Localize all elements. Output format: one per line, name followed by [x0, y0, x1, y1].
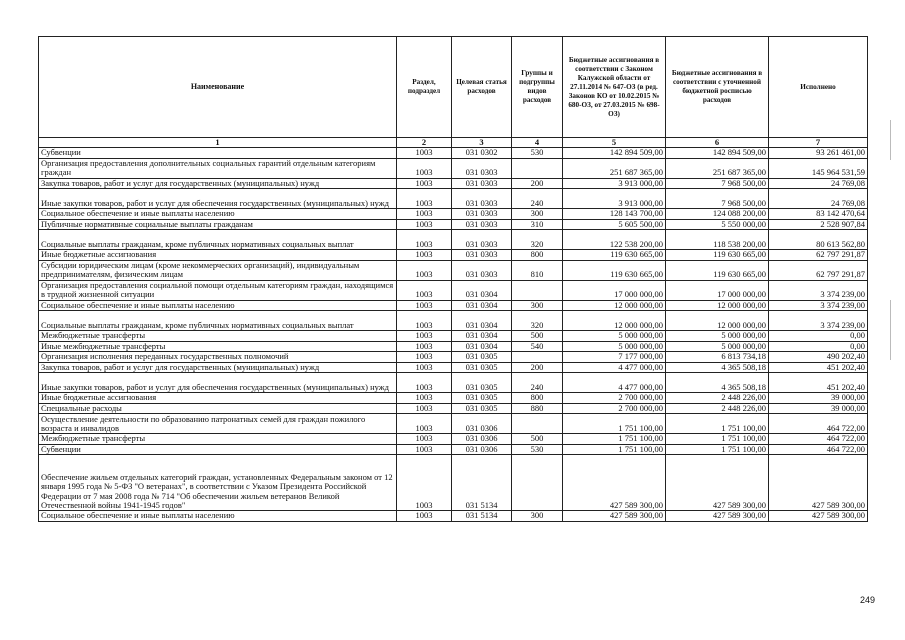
row-executed-amount: 451 202,40 [769, 362, 868, 373]
row-section: 1003 [397, 393, 452, 404]
row-name: Социальные выплаты гражданам, кроме публичных нормативных социальных выплат [39, 311, 397, 331]
header-row [39, 37, 868, 138]
row-group: 500 [512, 331, 563, 342]
row-name: Организация исполнения переданных государственных полномочий [39, 352, 397, 363]
row-budget-amount: 12 000 000,00 [666, 300, 769, 311]
scan-edge-mark [890, 120, 891, 160]
row-section: 1003 [397, 230, 452, 250]
row-executed-amount: 0,00 [769, 341, 868, 352]
table-row [39, 331, 868, 342]
row-name: Социальные выплаты гражданам, кроме публичных нормативных социальных выплат [39, 230, 397, 250]
row-target: 031 0303 [452, 260, 512, 280]
row-group [512, 280, 563, 300]
row-budget-amount: 119 630 665,00 [666, 260, 769, 280]
row-budget-amount: 6 813 734,18 [666, 352, 769, 363]
row-target: 031 0305 [452, 352, 512, 363]
table-row [39, 414, 868, 434]
row-section: 1003 [397, 434, 452, 445]
row-executed-amount: 145 964 531,59 [769, 158, 868, 178]
row-law-amount: 128 143 700,00 [563, 209, 666, 220]
row-executed-amount: 83 142 470,64 [769, 209, 868, 220]
row-target: 031 0303 [452, 158, 512, 178]
row-name: Субсидии юридическим лицам (кроме некоммерческих организаций), индивидуальным предпринимателям, физическим лицам [39, 260, 397, 280]
row-section: 1003 [397, 511, 452, 522]
row-group: 530 [512, 444, 563, 455]
row-law-amount: 2 700 000,00 [563, 403, 666, 414]
row-name: Закупка товаров, работ и услуг для государственных (муниципальных) нужд [39, 178, 397, 189]
row-group [512, 158, 563, 178]
table-row [39, 511, 868, 522]
row-group: 800 [512, 250, 563, 261]
row-target: 031 0306 [452, 444, 512, 455]
row-executed-amount: 24 769,08 [769, 189, 868, 209]
row-name: Иные межбюджетные трансферты [39, 341, 397, 352]
row-law-amount: 7 177 000,00 [563, 352, 666, 363]
column-number: 6 [666, 138, 769, 148]
row-target: 031 0305 [452, 362, 512, 373]
row-law-amount: 119 630 665,00 [563, 260, 666, 280]
row-section: 1003 [397, 403, 452, 414]
row-executed-amount: 490 202,40 [769, 352, 868, 363]
row-name: Иные закупки товаров, работ и услуг для обеспечения государственных (муниципальных) нужд [39, 373, 397, 393]
row-budget-amount: 7 968 500,00 [666, 178, 769, 189]
page-number: 249 [860, 595, 876, 605]
row-section: 1003 [397, 311, 452, 331]
row-name: Социальное обеспечение и иные выплаты населению [39, 511, 397, 522]
row-group [512, 414, 563, 434]
row-law-amount: 119 630 665,00 [563, 250, 666, 261]
row-group: 810 [512, 260, 563, 280]
row-law-amount: 122 538 200,00 [563, 230, 666, 250]
row-group: 540 [512, 341, 563, 352]
row-target: 031 0302 [452, 148, 512, 159]
row-executed-amount: 0,00 [769, 331, 868, 342]
row-executed-amount: 24 769,08 [769, 178, 868, 189]
row-law-amount: 2 700 000,00 [563, 393, 666, 404]
budget-table [38, 36, 868, 522]
column-number: 5 [563, 138, 666, 148]
scan-edge-mark [890, 300, 891, 360]
row-name: Организация предоставления социальной помощи отдельным категориям граждан, находящимся в трудной жизненной ситуации [39, 280, 397, 300]
row-executed-amount: 39 000,00 [769, 403, 868, 414]
table-row [39, 260, 868, 280]
row-name: Социальное обеспечение и иные выплаты населению [39, 209, 397, 220]
row-executed-amount: 427 589 300,00 [769, 511, 868, 522]
table-row [39, 444, 868, 455]
table-row [39, 403, 868, 414]
row-target: 031 5134 [452, 455, 512, 511]
row-budget-amount: 1 751 100,00 [666, 414, 769, 434]
row-budget-amount: 17 000 000,00 [666, 280, 769, 300]
row-section: 1003 [397, 352, 452, 363]
row-section: 1003 [397, 455, 452, 511]
row-group: 310 [512, 219, 563, 230]
row-group [512, 352, 563, 363]
row-law-amount: 1 751 100,00 [563, 444, 666, 455]
row-name: Межбюджетные трансферты [39, 331, 397, 342]
row-group: 320 [512, 230, 563, 250]
column-number: 2 [397, 138, 452, 148]
row-name: Иные бюджетные ассигнования [39, 250, 397, 261]
row-executed-amount: 427 589 300,00 [769, 455, 868, 511]
table-row [39, 455, 868, 511]
row-section: 1003 [397, 362, 452, 373]
row-executed-amount: 62 797 291,87 [769, 260, 868, 280]
table-row [39, 341, 868, 352]
row-group: 880 [512, 403, 563, 414]
table-row [39, 280, 868, 300]
row-target: 031 0305 [452, 373, 512, 393]
row-group [512, 455, 563, 511]
column-number: 4 [512, 138, 563, 148]
row-section: 1003 [397, 331, 452, 342]
row-executed-amount: 3 374 239,00 [769, 300, 868, 311]
row-name: Субвенции [39, 444, 397, 455]
row-target: 031 0303 [452, 219, 512, 230]
header-target: Целевая статья расходов [452, 37, 512, 138]
row-group: 200 [512, 362, 563, 373]
row-section: 1003 [397, 189, 452, 209]
table-row [39, 158, 868, 178]
table-row [39, 219, 868, 230]
row-group: 530 [512, 148, 563, 159]
row-executed-amount: 464 722,00 [769, 414, 868, 434]
table-body [39, 148, 868, 522]
table-row [39, 178, 868, 189]
row-section: 1003 [397, 209, 452, 220]
row-target: 031 0304 [452, 300, 512, 311]
column-number: 7 [769, 138, 868, 148]
row-law-amount: 4 477 000,00 [563, 362, 666, 373]
row-law-amount: 1 751 100,00 [563, 414, 666, 434]
row-name: Иные бюджетные ассигнования [39, 393, 397, 404]
row-budget-amount: 5 000 000,00 [666, 341, 769, 352]
table-row [39, 362, 868, 373]
row-target: 031 5134 [452, 511, 512, 522]
row-executed-amount: 39 000,00 [769, 393, 868, 404]
row-budget-amount: 142 894 509,00 [666, 148, 769, 159]
row-section: 1003 [397, 280, 452, 300]
row-law-amount: 4 477 000,00 [563, 373, 666, 393]
column-number: 3 [452, 138, 512, 148]
row-target: 031 0303 [452, 178, 512, 189]
table-row [39, 250, 868, 261]
row-budget-amount: 1 751 100,00 [666, 434, 769, 445]
row-name: Специальные расходы [39, 403, 397, 414]
row-law-amount: 5 605 500,00 [563, 219, 666, 230]
row-target: 031 0304 [452, 311, 512, 331]
row-section: 1003 [397, 158, 452, 178]
header-executed: Исполнено [769, 37, 868, 138]
row-executed-amount: 3 374 239,00 [769, 280, 868, 300]
row-name: Организация предоставления дополнительных социальных гарантий отдельным категориям граждан [39, 158, 397, 178]
row-budget-amount: 118 538 200,00 [666, 230, 769, 250]
row-executed-amount: 2 528 907,84 [769, 219, 868, 230]
row-group: 800 [512, 393, 563, 404]
row-name: Иные закупки товаров, работ и услуг для обеспечения государственных (муниципальных) нужд [39, 189, 397, 209]
row-budget-amount: 427 589 300,00 [666, 511, 769, 522]
row-budget-amount: 2 448 226,00 [666, 403, 769, 414]
row-group: 200 [512, 178, 563, 189]
row-executed-amount: 464 722,00 [769, 434, 868, 445]
row-target: 031 0303 [452, 189, 512, 209]
column-number: 1 [39, 138, 397, 148]
row-executed-amount: 93 261 461,00 [769, 148, 868, 159]
row-name: Межбюджетные трансферты [39, 434, 397, 445]
column-number-row [39, 138, 868, 148]
row-name: Закупка товаров, работ и услуг для государственных (муниципальных) нужд [39, 362, 397, 373]
header-name: Наименование [39, 37, 397, 138]
row-target: 031 0303 [452, 209, 512, 220]
table-row [39, 148, 868, 159]
row-section: 1003 [397, 341, 452, 352]
table-row [39, 352, 868, 363]
row-law-amount: 12 000 000,00 [563, 300, 666, 311]
row-executed-amount: 62 797 291,87 [769, 250, 868, 261]
row-budget-amount: 427 589 300,00 [666, 455, 769, 511]
row-budget-amount: 251 687 365,00 [666, 158, 769, 178]
row-target: 031 0303 [452, 230, 512, 250]
row-law-amount: 427 589 300,00 [563, 455, 666, 511]
row-budget-amount: 7 968 500,00 [666, 189, 769, 209]
row-target: 031 0303 [452, 250, 512, 261]
row-budget-amount: 119 630 665,00 [666, 250, 769, 261]
row-section: 1003 [397, 414, 452, 434]
row-group: 320 [512, 311, 563, 331]
row-target: 031 0305 [452, 403, 512, 414]
row-executed-amount: 3 374 239,00 [769, 311, 868, 331]
row-law-amount: 5 000 000,00 [563, 331, 666, 342]
row-budget-amount: 124 088 200,00 [666, 209, 769, 220]
table-row [39, 189, 868, 209]
table-row [39, 434, 868, 445]
row-section: 1003 [397, 178, 452, 189]
row-name: Осуществление деятельности по образованию патронатных семей для граждан пожилого возраста и инвалидов [39, 414, 397, 434]
row-law-amount: 5 000 000,00 [563, 341, 666, 352]
header-law: Бюджетные ассигнования в соответствии с Законом Калужской области от 27.11.2014 № 647-ОЗ (в ред. Законов КО от 10.02.2015 № 680-ОЗ, от 27.03.2015 № 698-ОЗ) [563, 37, 666, 138]
header-budget: Бюджетные ассигнования в соответствии с уточненной бюджетной росписью расходов [666, 37, 769, 138]
row-group: 500 [512, 434, 563, 445]
row-executed-amount: 80 613 562,80 [769, 230, 868, 250]
header-section: Раздел, подраздел [397, 37, 452, 138]
table-row [39, 230, 868, 250]
row-target: 031 0304 [452, 341, 512, 352]
row-budget-amount: 4 365 508,18 [666, 362, 769, 373]
row-budget-amount: 1 751 100,00 [666, 444, 769, 455]
row-target: 031 0306 [452, 414, 512, 434]
table-row [39, 300, 868, 311]
row-group: 300 [512, 300, 563, 311]
row-section: 1003 [397, 219, 452, 230]
row-group: 240 [512, 189, 563, 209]
row-section: 1003 [397, 148, 452, 159]
row-law-amount: 1 751 100,00 [563, 434, 666, 445]
row-budget-amount: 4 365 508,18 [666, 373, 769, 393]
row-target: 031 0305 [452, 393, 512, 404]
row-budget-amount: 12 000 000,00 [666, 311, 769, 331]
row-budget-amount: 5 000 000,00 [666, 331, 769, 342]
row-target: 031 0304 [452, 331, 512, 342]
table-row [39, 311, 868, 331]
row-executed-amount: 451 202,40 [769, 373, 868, 393]
row-name: Социальное обеспечение и иные выплаты населению [39, 300, 397, 311]
header-group: Группы и подгруппы видов расходов [512, 37, 563, 138]
row-law-amount: 3 913 000,00 [563, 178, 666, 189]
table-row [39, 209, 868, 220]
row-law-amount: 427 589 300,00 [563, 511, 666, 522]
row-section: 1003 [397, 260, 452, 280]
row-group: 300 [512, 209, 563, 220]
row-section: 1003 [397, 300, 452, 311]
row-name: Публичные нормативные социальные выплаты гражданам [39, 219, 397, 230]
row-law-amount: 12 000 000,00 [563, 311, 666, 331]
row-target: 031 0304 [452, 280, 512, 300]
row-group: 240 [512, 373, 563, 393]
table-row [39, 393, 868, 404]
row-law-amount: 3 913 000,00 [563, 189, 666, 209]
row-law-amount: 142 894 509,00 [563, 148, 666, 159]
row-law-amount: 17 000 000,00 [563, 280, 666, 300]
row-target: 031 0306 [452, 434, 512, 445]
row-budget-amount: 5 550 000,00 [666, 219, 769, 230]
table-row [39, 373, 868, 393]
row-executed-amount: 464 722,00 [769, 444, 868, 455]
row-budget-amount: 2 448 226,00 [666, 393, 769, 404]
row-law-amount: 251 687 365,00 [563, 158, 666, 178]
row-section: 1003 [397, 250, 452, 261]
row-name: Обеспечение жильем отдельных категорий граждан, установленных Федеральным законом от 12 января 1995 года № 5-ФЗ "О ветеранах", в соответствии с Указом Президента Российской Федерации от 7 мая 2008 года № 714 "Об обеспечении жильем ветеранов Великой Отечественной войны 1941-1945 годов" [39, 455, 397, 511]
row-section: 1003 [397, 373, 452, 393]
row-name: Субвенции [39, 148, 397, 159]
row-section: 1003 [397, 444, 452, 455]
row-group: 300 [512, 511, 563, 522]
